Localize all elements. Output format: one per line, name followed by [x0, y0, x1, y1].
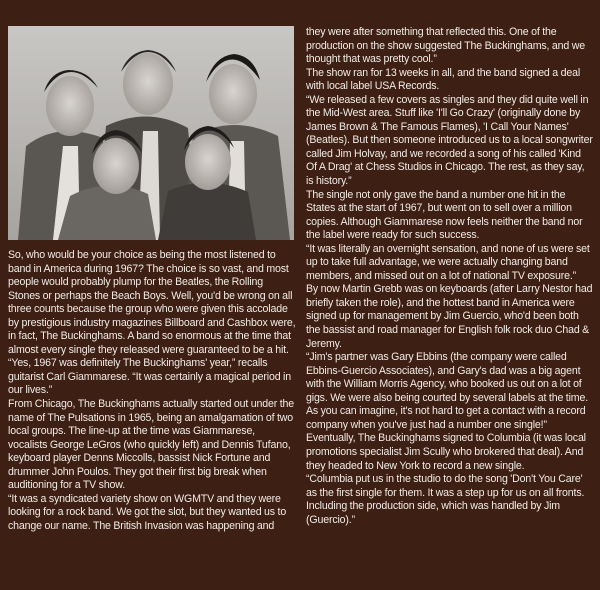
- left-text-column: [8, 249, 296, 533]
- paragraph-show-run: The show ran for 13 weeks in all, and the band signed a deal with local label USA Records.: [306, 66, 581, 93]
- paragraph-origins: From Chicago, The Buckinghams actually started out under the name of The Pulsations in 1965, being an amalgamation of two local groups. The line-up at the time was Giammarese, vocalists George LeGros (who quickly left) and Dennis Tufano, keyboard player Denns Miccolls, bassist Nick Fortune and drummer John Poulos. They got their first big break when auditioning for a TV show.: [8, 398, 294, 492]
- band-photo-illustration: [8, 26, 294, 240]
- right-text-column: [306, 26, 594, 527]
- paragraph-quote-1967: “Yes, 1967 was definitely The Buckinghams' year,” recalls guitarist Carl Giammarese. “It was certainly a magical period in our lives.”: [8, 357, 291, 397]
- paragraph-quote-covers: “We released a few covers as singles and they did quite well in the Mid-West area. Stuff like 'I'll Go Crazy' (originally done by James Brown & The Famous Flames), 'I Call Your Names' (Beatles). But then someone introduced us to a local songwriter called Jim Holvay, and we recorded a song of his called 'Kind Of A Drag' at Chess Studios in Chicago. The rest, as they say, is history.”: [306, 93, 593, 188]
- paragraph-quote-continued: they were after something that reflected this. One of the production on the show suggested The Buckinghams, and we thought that was pretty cool.”: [306, 26, 585, 66]
- paragraph-columbia: Eventually, The Buckinghams signed to Columbia (it was local promotions specialist Jim Scully who brokered that deal). And they headed to New York to record a new single.: [306, 432, 586, 472]
- paragraph-quote-overnight: “It was literally an overnight sensation, and none of us were set up to take full advantage, we were actually changing band members, and missed out on a lot of national TV exposure.”: [306, 242, 590, 282]
- paragraph-number-one: The single not only gave the band a number one hit in the States at the start of 1967, but went on to sell over a million copies. Although Giammarese now feels neither the band nor the label were ready for such success.: [306, 188, 583, 242]
- band-photo: [8, 26, 294, 240]
- paragraph-quote-columbia: “Columbia put us in the studio to do the song 'Don't You Care' as the first single for them. It was a step up for us on all fronts. Including the production side, which was handled by Jim (Guercio).”: [306, 473, 585, 526]
- paragraph-quote-wgmtv: “It was a syndicated variety show on WGMTV and they were looking for a rock band. We got the slot, but they wanted us to change our name. The British Invasion was happening and: [8, 492, 287, 532]
- paragraph-management: By now Martin Grebb was on keyboards (after Larry Nestor had briefly taken the role), and the hottest band in America were signed up for management by Jim Guercio, who'd been both the bassist and road manager for English folk rock duo Chad & Jeremy.: [306, 283, 593, 350]
- paragraph-intro: So, who would be your choice as being the most listened to band in America during 1967? The choice is so vast, and most people would probably plump for the Beatles, the Rolling Stones or perhaps the Beach Boys. Well, you'd be wrong on all three counts because the group who were given this accolade by prestigious industry magazines Billboard and Cashbox were, in fact, The Buckinghams. A band so enormous at the time that almost every single they released were guaranteed to be a hit.: [8, 249, 296, 356]
- paragraph-quote-jims-partner: “Jim's partner was Gary Ebbins (the company were called Ebbins-Guercio Associates), and Gary's dad was a big agent with the William Morris Agency, who booked us out on a lot of gigs. We were also being courted by several labels at the time. As you can imagine, it's not hard to get a contact with a record company when you've just had a number one single!”: [306, 351, 588, 431]
